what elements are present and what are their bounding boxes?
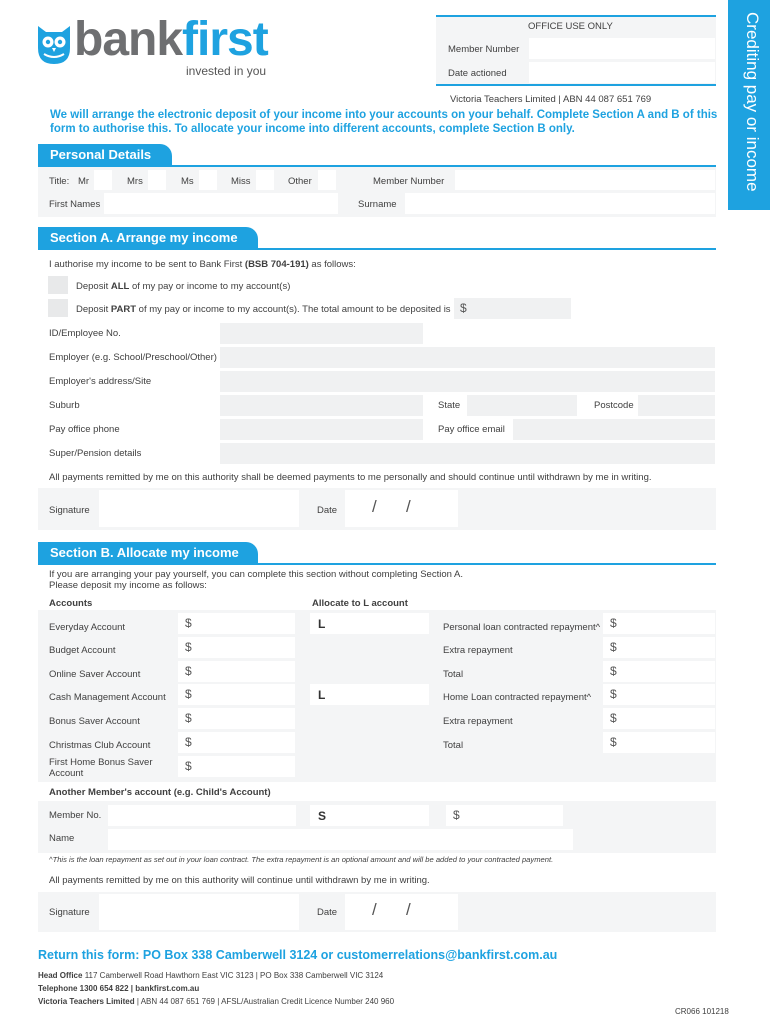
dollar-sign: $: [185, 640, 192, 654]
title-mrs-box[interactable]: [148, 170, 166, 190]
brand-tagline: invested in you: [186, 64, 267, 78]
office-date-actioned-field[interactable]: [529, 62, 715, 83]
account-online-saver-label: Online Saver Account: [49, 669, 141, 680]
section-a-divider: [38, 248, 716, 250]
title-other-label: Other: [288, 176, 312, 187]
section-b-date-slash-2: /: [406, 900, 411, 919]
personal-details-heading: Personal Details: [38, 144, 172, 165]
personal-loan-total-field[interactable]: [603, 661, 715, 682]
authorise-text: I authorise my income to be sent to Bank First (BSB 704-191) as follows:: [49, 259, 356, 270]
employer-address-label: Employer's address/Site: [49, 376, 152, 387]
dollar-sign: $: [610, 735, 617, 749]
dollar-sign: $: [453, 808, 460, 822]
postcode-label: Postcode: [594, 400, 634, 411]
account-bonus-saver-field[interactable]: [178, 708, 295, 729]
footer-head-office: Head Office 117 Camberwell Road Hawthorn East VIC 3123 | PO Box 338 Camberwell VIC 3124: [38, 971, 384, 980]
section-b-date-field[interactable]: [345, 894, 458, 930]
first-names-label: First Names: [49, 199, 101, 210]
id-employee-label: ID/Employee No.: [49, 328, 121, 339]
dollar-sign: $: [185, 759, 192, 773]
title-ms-box[interactable]: [199, 170, 217, 190]
section-a-date-slash-2: /: [406, 497, 411, 516]
dollar-sign: $: [610, 616, 617, 630]
name-field[interactable]: [108, 829, 573, 850]
employer-label: Employer (e.g. School/Preschool/Other): [49, 352, 217, 363]
dollar-sign: $: [610, 711, 617, 725]
home-loan-repayment-field[interactable]: [603, 684, 715, 705]
deposit-part-label: Deposit PART of my pay or income to my account(s). The total amount to be deposited is: [76, 304, 451, 315]
accounts-heading: Accounts: [49, 598, 93, 609]
account-christmas-club-field[interactable]: [178, 732, 295, 753]
account-everyday-field[interactable]: [178, 613, 295, 634]
pay-office-phone-field[interactable]: [220, 419, 423, 440]
title-ms-label: Ms: [181, 176, 194, 187]
pay-office-phone-label: Pay office phone: [49, 424, 120, 435]
allocate-l-heading: Allocate to L account: [312, 598, 408, 609]
home-loan-repayment-label: Home Loan contracted repayment^: [443, 692, 592, 703]
brand-name-first: first: [182, 13, 268, 66]
name-label: Name: [49, 833, 75, 844]
deposit-all-label: Deposit ALL of my pay or income to my account(s): [76, 281, 291, 292]
l-account-prefix: L: [318, 617, 326, 631]
dollar-sign: $: [460, 301, 467, 315]
home-loan-l-account-field[interactable]: [310, 684, 429, 705]
dollar-sign: $: [185, 664, 192, 678]
dollar-sign: $: [610, 687, 617, 701]
account-cash-management-label: Cash Management Account: [49, 692, 166, 703]
section-a-signature-field[interactable]: [99, 490, 299, 527]
section-a-date-slash-1: /: [372, 497, 377, 516]
abn-line: Victoria Teachers Limited | ABN 44 087 651 769: [450, 94, 652, 105]
personal-loan-repayment-label: Personal loan contracted repayment^: [443, 622, 601, 633]
suburb-label: Suburb: [49, 400, 80, 411]
deposit-amount-field[interactable]: [454, 298, 571, 319]
home-loan-total-label: Total: [443, 740, 464, 751]
title-miss-box[interactable]: [256, 170, 274, 190]
super-pension-label: Super/Pension details: [49, 448, 142, 459]
s-account-field[interactable]: [310, 805, 429, 826]
section-b-heading: Section B. Allocate my income: [38, 542, 258, 563]
owl-icon: [36, 22, 72, 66]
form-code: CR066 101218: [675, 1007, 729, 1016]
first-names-field[interactable]: [104, 193, 338, 214]
personal-loan-extra-label: Extra repayment: [443, 645, 513, 656]
pay-office-email-field[interactable]: [513, 419, 715, 440]
personal-loan-total-label: Total: [443, 669, 464, 680]
section-a-date-label: Date: [317, 505, 338, 516]
section-b-signature-label: Signature: [49, 907, 90, 918]
account-first-home-label: First Home Bonus Saver Account: [49, 757, 153, 779]
account-cash-management-field[interactable]: [178, 684, 295, 705]
s-account-prefix: S: [318, 809, 327, 823]
dollar-sign: $: [610, 640, 617, 654]
office-member-number-label: Member Number: [448, 44, 520, 55]
postcode-field[interactable]: [638, 395, 715, 416]
section-b-intro-2: Please deposit my income as follows:: [49, 580, 207, 591]
section-b-divider: [38, 563, 716, 565]
title-mr-label: Mr: [78, 176, 90, 187]
employer-address-field[interactable]: [220, 371, 715, 392]
dollar-sign: $: [185, 616, 192, 630]
employer-field[interactable]: [220, 347, 715, 368]
pay-office-email-label: Pay office email: [438, 424, 505, 435]
member-no-label: Member No.: [49, 810, 102, 821]
office-member-number-field[interactable]: [529, 38, 715, 59]
section-b-date-slash-1: /: [372, 900, 377, 919]
another-member-amount-field[interactable]: [446, 805, 563, 826]
section-b-intro-1: If you are arranging your pay yourself, you can complete this section without completing Section A.: [49, 569, 464, 580]
title-miss-label: Miss: [231, 176, 251, 187]
surname-label: Surname: [358, 199, 397, 210]
deposit-all-checkbox[interactable]: [48, 276, 68, 294]
surname-field[interactable]: [405, 193, 715, 214]
account-everyday-label: Everyday Account: [49, 622, 126, 633]
account-christmas-club-label: Christmas Club Account: [49, 740, 151, 751]
suburb-field[interactable]: [220, 395, 423, 416]
member-no-field[interactable]: [108, 805, 296, 826]
footer-vtl: Victoria Teachers Limited | ABN 44 087 651 769 | AFSL/Australian Credit Licence Number 240 960: [38, 997, 395, 1006]
section-b-signature-field[interactable]: [99, 894, 299, 930]
brand-name-bank: bank: [74, 13, 183, 66]
personal-loan-l-account-field[interactable]: [310, 613, 429, 634]
intro-text: We will arrange the electronic deposit of your income into your accounts on your behalf. Complete Section A and B of this form to authorise this. To allocate your income into different accounts, complete Section B only.: [50, 109, 718, 135]
home-loan-total-field[interactable]: [603, 732, 715, 753]
personal-member-number-field[interactable]: [455, 170, 715, 190]
title-other-box[interactable]: [318, 170, 336, 190]
l-account-prefix: L: [318, 688, 326, 702]
account-budget-field[interactable]: [178, 637, 295, 658]
account-first-home-field[interactable]: [178, 756, 295, 777]
loan-footnote: ^This is the loan repayment as set out in your loan contract. The extra repayment is an optional amount and will be added to your contracted payment.: [49, 855, 554, 864]
office-date-actioned-label: Date actioned: [448, 68, 507, 79]
account-budget-label: Budget Account: [49, 645, 116, 656]
section-a-notice: All payments remitted by me on this authority shall be deemed payments to me personally and should continue until withdrawn by me in writing.: [49, 472, 652, 483]
state-field[interactable]: [467, 395, 577, 416]
sidebar-title: Crediting pay or income: [743, 12, 762, 192]
bankfirst-logo: [36, 13, 276, 80]
dollar-sign: $: [185, 711, 192, 725]
title-mrs-label: Mrs: [127, 176, 143, 187]
state-label: State: [438, 400, 461, 411]
office-use-title: OFFICE USE ONLY: [528, 21, 613, 32]
another-member-heading: Another Member's account (e.g. Child's Account): [49, 787, 271, 798]
dollar-sign: $: [185, 687, 192, 701]
account-online-saver-field[interactable]: [178, 661, 295, 682]
section-a-heading: Section A. Arrange my income: [38, 227, 258, 248]
section-b-date-label: Date: [317, 907, 338, 918]
super-pension-field[interactable]: [220, 443, 715, 464]
dollar-sign: $: [185, 735, 192, 749]
title-label: Title:: [49, 176, 70, 187]
section-a-signature-label: Signature: [49, 505, 90, 516]
id-employee-field[interactable]: [220, 323, 423, 344]
personal-loan-extra-field[interactable]: [603, 637, 715, 658]
home-loan-extra-field[interactable]: [603, 708, 715, 729]
section-a-date-field[interactable]: [345, 490, 458, 527]
personal-member-number-label: Member Number: [373, 176, 445, 187]
dollar-sign: $: [610, 664, 617, 678]
title-mr-box[interactable]: [94, 170, 112, 190]
home-loan-extra-label: Extra repayment: [443, 716, 513, 727]
personal-loan-repayment-field[interactable]: [603, 613, 715, 634]
section-b-notice: All payments remitted by me on this authority will continue until withdrawn by me in writing.: [49, 875, 430, 886]
deposit-part-checkbox[interactable]: [48, 299, 68, 317]
account-bonus-saver-label: Bonus Saver Account: [49, 716, 140, 727]
footer-telephone: Telephone 1300 654 822 | bankfirst.com.au: [38, 984, 200, 993]
return-form-line: Return this form: PO Box 338 Camberwell 3124 or customerrelations@bankfirst.com.au: [38, 948, 558, 962]
